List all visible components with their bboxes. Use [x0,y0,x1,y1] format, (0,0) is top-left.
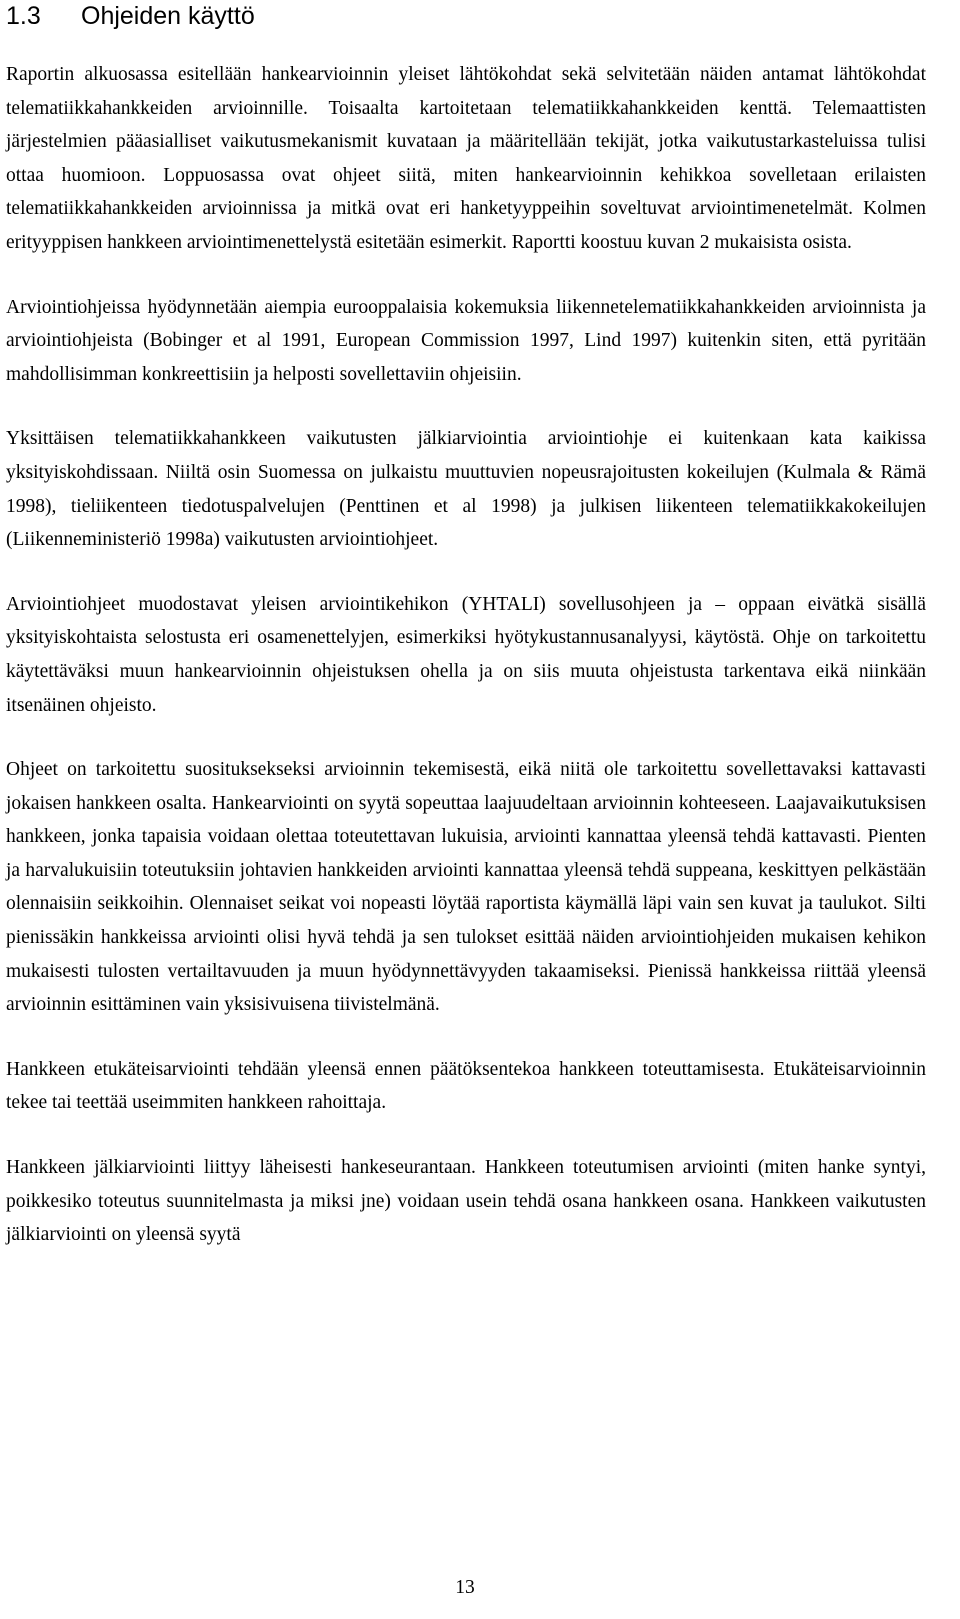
paragraph-6: Hankkeen etukäteisarviointi tehdään yleensä ennen päätöksentekoa hankkeen toteuttamisesta. Etukäteisarvioinnin tekee tai teettää useimmiten hankkeen rahoittaja. [6,1058,926,1114]
body-text [6,58,926,1283]
section-heading [6,0,255,32]
paragraph-1: Raportin alkuosassa esitellään hankearvioinnin yleiset lähtökohdat sekä selvitetään näiden antamat lähtökohdat telematiikkahankkeiden arvioinnille. Toisaalta kartoitetaan telematiikkahankkeiden kenttä. Telemaattisten järjestelmien pääasialliset vaikutusmekanismit kuvataan ja määritellään tekijät, jotka vaikutustarkasteluissa tulisi ottaa huomioon. Loppuosassa ovat ohjeet siitä, miten hankearvioinnin kehikkoa sovelletaan erilaisten telematiikkahankkeiden arvioinnissa ja mitkä ovat eri hanketyyppeihin soveltuvat arviointimenetelmät. Kolmen erityyppisen hankkeen arviointimenettelystä esitetään esimerkit. Raportti koostuu kuvan 2 mukaisista osista. [6,64,926,253]
paragraph-5: Ohjeet on tarkoitettu suosituksekseksi arvioinnin tekemisestä, eikä niitä ole tarkoitettu sovellettavaksi kattavasti jokaisen hankkeen osalta. Hankearviointi on syytä sopeuttaa laajuudeltaan arvioinnin kohteeseen. Laajavaikutuksisen hankkeen, jonka tapaisia voidaan olettaa toteutettavan lukuisia, arviointi kannattaa yleensä tehdä kattavasti. Pienten ja harvalukuisiin toteutuksiin johtavien hankkeiden arviointi kannattaa yleensä tehdä suppeana, keskittyen pelkästään olennaisiin seikkoihin. Olennaiset seikat voi nopeasti löytää raportista käymällä läpi vain sen kuvat ja taulukot. Silti pienissäkin hankkeissa arviointi olisi hyvä tehdä ja sen tulokset esittää näiden arviointiohjeiden mukaisen kehikon mukaisesti tulosten vertailtavuuden ja muun hyödynnettävyyden takaamiseksi. Pienissä hankkeissa riittää yleensä arvioinnin esittäminen vain yksisivuisena tiivistelmänä. [6,759,926,1016]
page-number: 13 [455,1577,475,1598]
paragraph-7: Hankkeen jälkiarviointi liittyy läheisesti hankeseurantaan. Hankkeen toteutumisen arviointi (miten hanke syntyi, poikkesiko toteutus suunnitelmasta ja miksi jne) voidaan usein tehdä osana hankkeen osana. Hankkeen vaikutusten jälkiarviointi on yleensä syytä [6,1157,926,1246]
paragraph-3: Yksittäisen telematiikkahankkeen vaikutusten jälkiarviointia arviointiohje ei kuitenkaan kata kaikissa yksityiskohdissaan. Niiltä osin Suomessa on julkaistu muuttuvien nopeusrajoitusten kokeilujen (Kulmala & Rämä 1998), tieliikenteen tiedotuspalvelujen (Penttinen et al 1998) ja julkisen liikenteen telematiikkakokeilujen (Liikenneministeriö 1998a) vaikutusten arviointiohjeet. [6,428,926,551]
section-number: 1.3 [6,2,41,30]
paragraph-4: Arviointiohjeet muodostavat yleisen arviointikehikon (YHTALI) sovellusohjeen ja – oppaan eivätkä sisällä yksityiskohtaista selostusta eri osamenettelyjen, esimerkiksi hyötykustannusanalyysi, käytöstä. Ohje on tarkoitettu käytettäväksi muun hankearvioinnin ohjeistuksen ohella ja on siis muuta ohjeistusta tarkentava eikä niinkään itsenäinen ohjeisto. [6,593,926,716]
section-title: Ohjeiden käyttö [81,2,255,30]
paragraph-2: Arviointiohjeissa hyödynnetään aiempia eurooppalaisia kokemuksia liikennetelematiikkahankkeiden arvioinnista ja arviointiohjeista (Bobinger et al 1991, European Commission 1997, Lind 1997) kuitenkin siten, että pyritään mahdollisimman konkreettisiin ja helposti sovellettaviin ohjeisiin. [6,296,926,385]
